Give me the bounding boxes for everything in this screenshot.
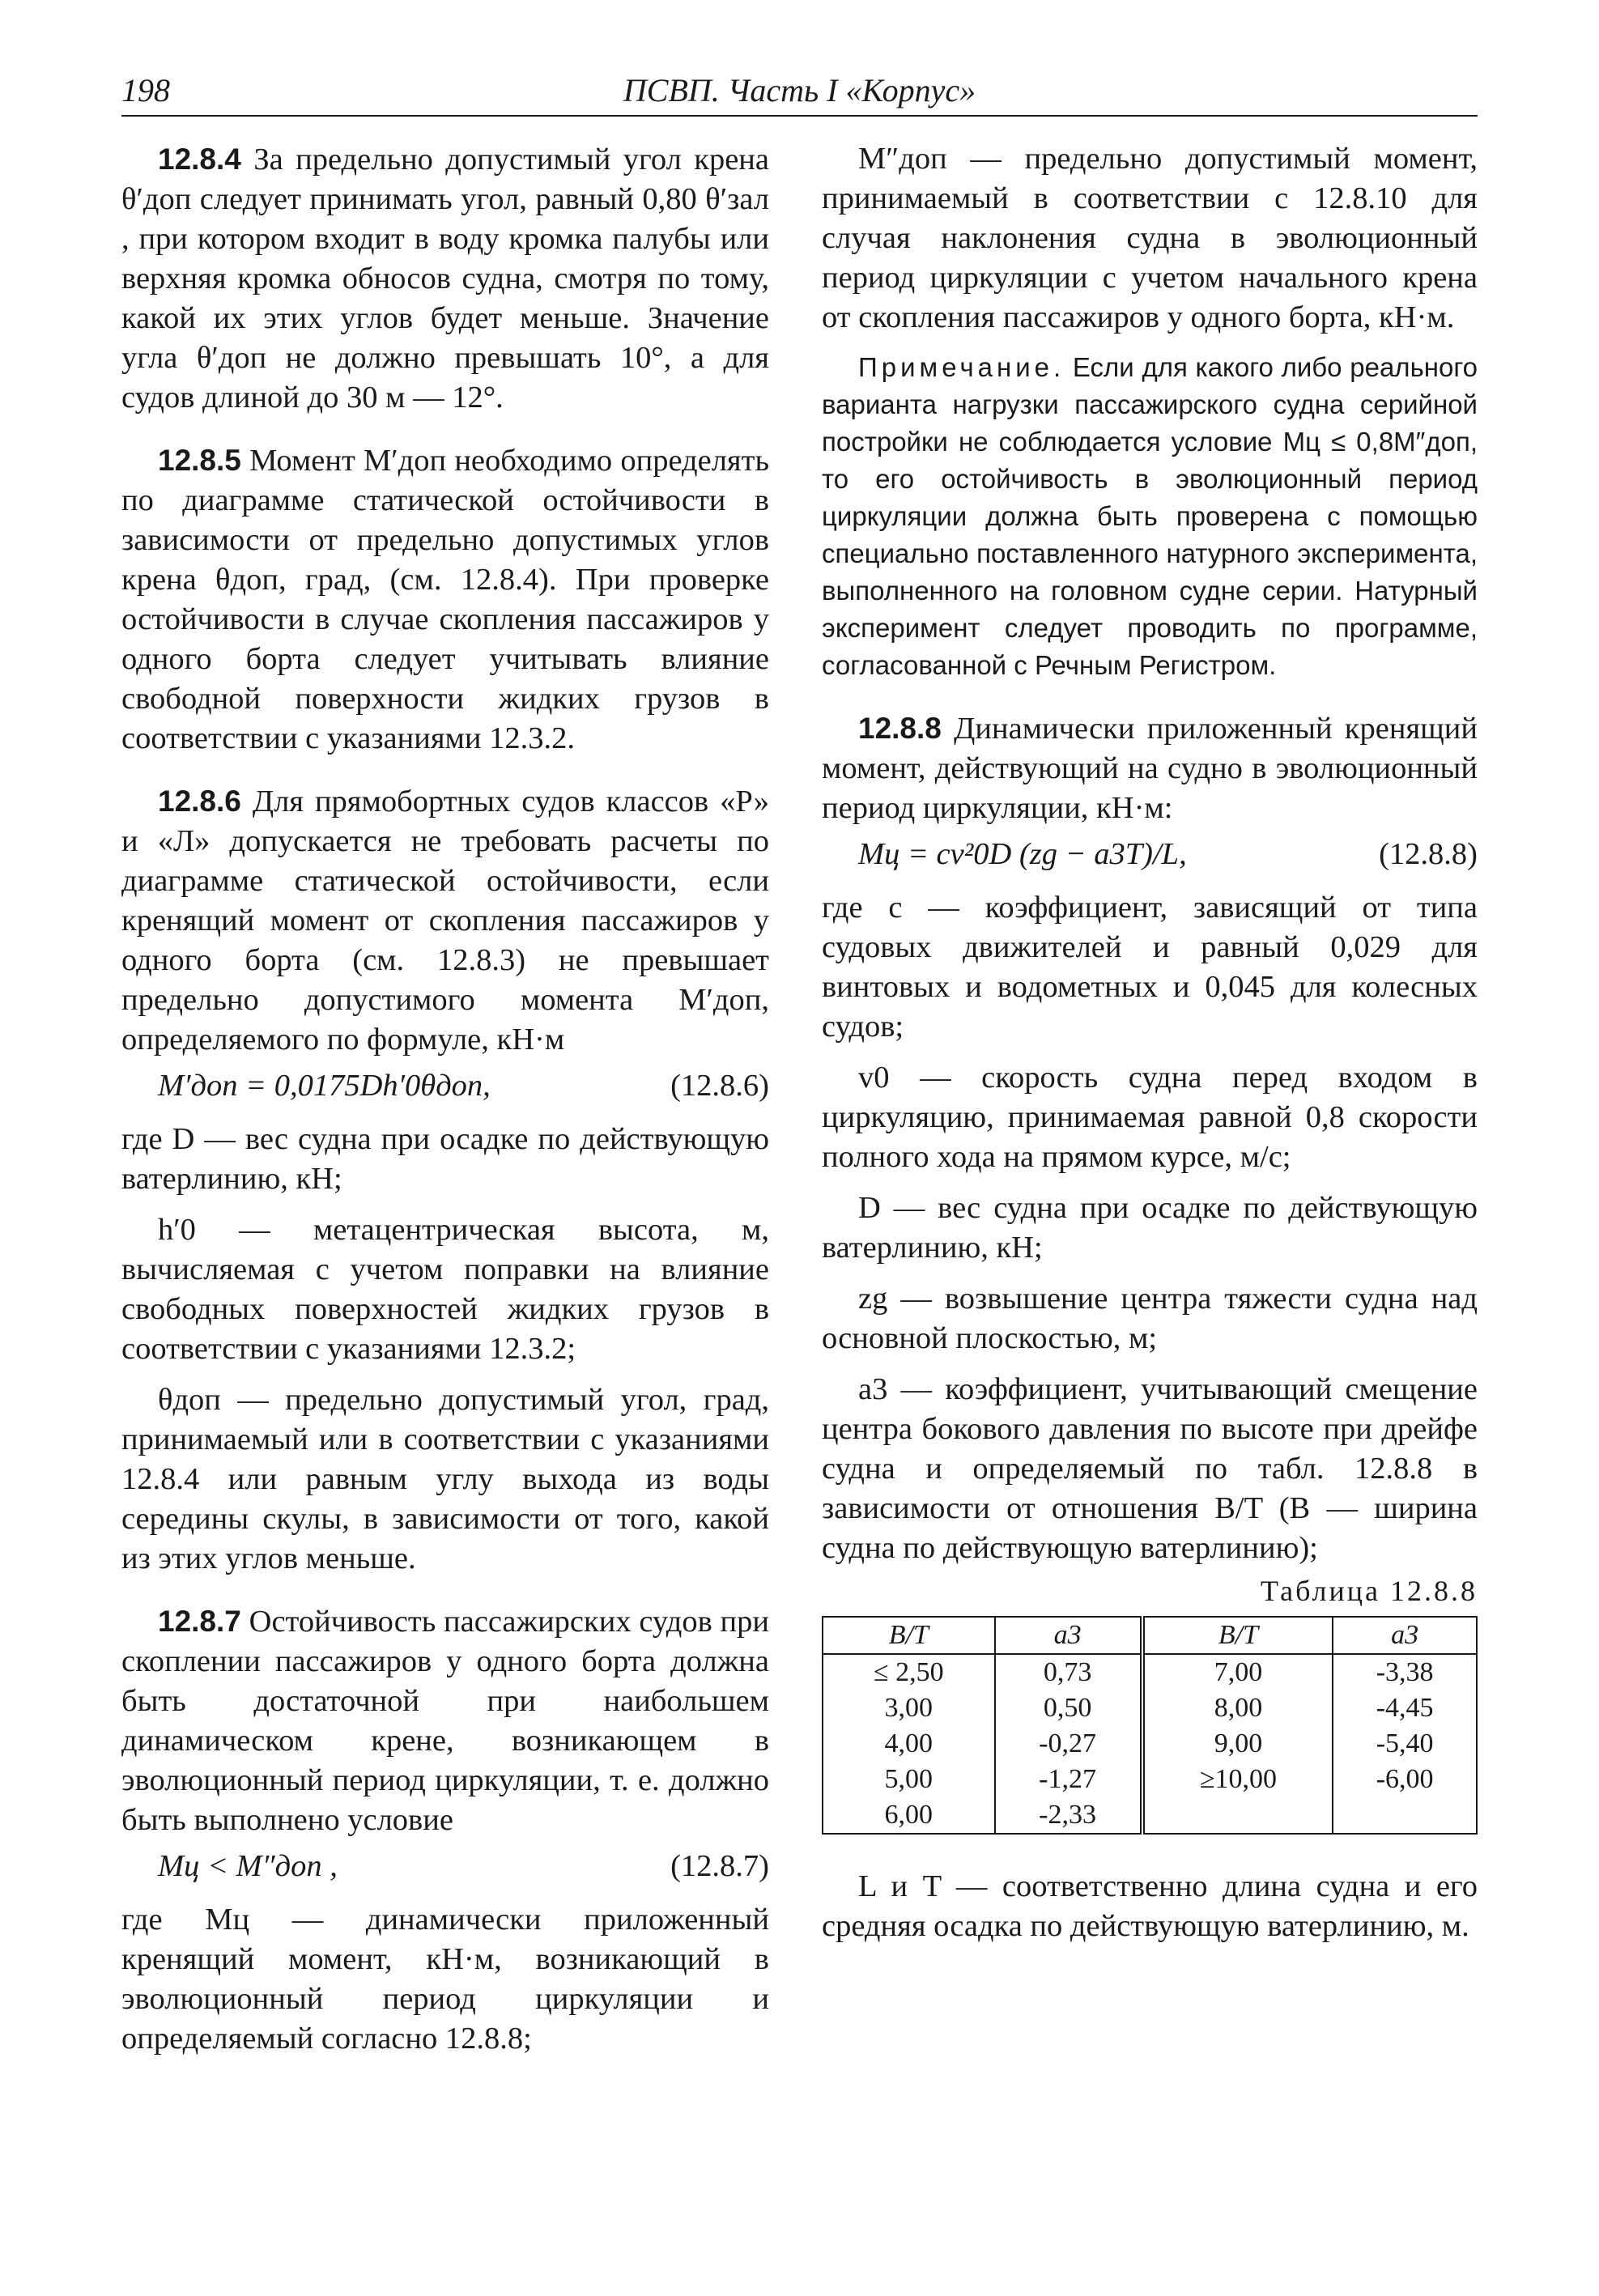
table-row bbox=[823, 1762, 1477, 1797]
table-row bbox=[823, 1654, 1477, 1690]
table-cell: 0,73 bbox=[995, 1654, 1142, 1690]
section-number: 12.8.7 bbox=[158, 1605, 241, 1638]
table-12-8-8 bbox=[822, 1616, 1478, 1835]
table-cell: -0,27 bbox=[995, 1726, 1142, 1762]
definition-c: где c — коэффициент, зависящий от типа судовых движителей и равный 0,029 для винтовых и водометных и 0,045 для колесных судов; bbox=[822, 891, 1478, 1044]
table-cell: 6,00 bbox=[884, 1800, 933, 1830]
section-12-8-5 bbox=[121, 440, 769, 759]
section-12-8-6 bbox=[121, 781, 769, 1060]
section-number: 12.8.8 bbox=[858, 712, 942, 745]
formula-12-8-6 bbox=[121, 1066, 769, 1112]
section-text: Остойчивость пассажирских судов при скоплении пассажиров у одного борта должна быть достаточной при наибольшем динамическом крене, возникающем в эволюционный период циркуляции, т. е. должно быть выполнено условие bbox=[121, 1605, 770, 1837]
table-caption: Таблица 12.8.8 bbox=[1261, 1575, 1478, 1607]
section-text: Динамически приложенный кренящий момент, действующий на судно в эволюционный период циркуляции, кН·м: bbox=[822, 712, 1478, 825]
table-row bbox=[823, 1726, 1477, 1762]
formula-expression: Mц < M″доп , bbox=[158, 1849, 338, 1883]
definition-a3: a3 — коэффициент, учитывающий смещение центра бокового давления по высоте при дрейфе судна и определяемый по табл. 12.8.8 в зависимости от отношения B/T (B — ширина судна по действующую ватерлинию); bbox=[822, 1372, 1478, 1565]
right-column bbox=[822, 139, 1478, 1958]
note-label: Примечание. bbox=[858, 352, 1065, 382]
formula-number: (12.8.6) bbox=[670, 1069, 769, 1103]
note bbox=[822, 349, 1478, 684]
table-header: B/T bbox=[1142, 1617, 1333, 1654]
definition-v0: v0 — скорость судна перед входом в циркуляцию, принимаемая равной 0,8 скорости полного хода на прямом курсе, м/с; bbox=[822, 1061, 1478, 1174]
header-rule bbox=[121, 115, 1478, 117]
table-cell: -4,45 bbox=[1333, 1690, 1477, 1726]
table-cell: 4,00 bbox=[884, 1728, 933, 1758]
table-cell: 0,50 bbox=[995, 1690, 1142, 1726]
definition-Mc: где Mц — динамически приложенный кренящий момент, кН·м, возникающий в эволюционный период циркуляции и определяемый согласно 12.8.8; bbox=[121, 1903, 769, 2056]
table-cell: -6,00 bbox=[1333, 1762, 1477, 1797]
definition-zg: zg — возвышение центра тяжести судна над основной плоскостью, м; bbox=[822, 1282, 1478, 1355]
definition-D: где D — вес судна при осадке по действующую ватерлинию, кН; bbox=[121, 1122, 769, 1196]
table-cell: ≤ 2,50 bbox=[873, 1657, 944, 1687]
table-cell: -2,33 bbox=[995, 1797, 1142, 1834]
table-cell: 8,00 bbox=[1142, 1690, 1333, 1726]
definition-D-right: D — вес судна при осадке по действующую ватерлинию, кН; bbox=[822, 1191, 1478, 1265]
page-number: 198 bbox=[121, 72, 170, 108]
table-row bbox=[823, 1690, 1477, 1726]
section-text: Для прямобортных судов классов «Р» и «Л» допускается не требовать расчеты по диаграмме статической остойчивости, если кренящий момент от скопления пассажиров у одного борта (см. 12.8.3) не превышает предельно допустимого момента M′доп, определяемого по формуле, кН·м bbox=[121, 784, 770, 1057]
table-cell: 3,00 bbox=[884, 1693, 933, 1723]
table-cell bbox=[1333, 1797, 1477, 1834]
table-cell: 7,00 bbox=[1142, 1654, 1333, 1690]
section-12-8-4 bbox=[121, 139, 769, 418]
table-cell: 9,00 bbox=[1142, 1726, 1333, 1762]
formula-number: (12.8.8) bbox=[1379, 837, 1478, 871]
section-12-8-7 bbox=[121, 1601, 769, 1840]
formula-expression: Mц = cv²0D (zg − a3T)/L, bbox=[858, 837, 1187, 871]
section-number: 12.8.6 bbox=[158, 784, 241, 818]
formula-number: (12.8.7) bbox=[670, 1849, 769, 1883]
section-number: 12.8.4 bbox=[158, 142, 241, 176]
table-cell: -1,27 bbox=[995, 1762, 1142, 1797]
table-header: B/T bbox=[823, 1617, 995, 1654]
section-text: За предельно допустимый угол крена θ′доп следует принимать угол, равный 0,80 θ′зал , при котором входит в воду кромка палубы или верхняя кромка обносов судна, смотря по тому, какой их этих углов будет меньше. Значение угла θ′доп не должно превышать 10°, а для судов длиной до 30 м — 12°. bbox=[121, 142, 769, 415]
table-cell: -3,38 bbox=[1333, 1654, 1477, 1690]
table-cell: -5,40 bbox=[1333, 1726, 1477, 1762]
table-cell bbox=[1142, 1797, 1333, 1834]
definition-Mdop: M″доп — предельно допустимый момент, принимаемый в соответствии с 12.8.10 для случая наклонения судна в эволюционный период циркуляции с учетом начального крена от скопления пассажиров у одного борта, кН·м. bbox=[822, 142, 1478, 334]
table-header: a3 bbox=[995, 1617, 1142, 1654]
table-header-row bbox=[823, 1617, 1477, 1654]
section-12-8-8 bbox=[822, 708, 1478, 828]
left-column bbox=[121, 139, 769, 2070]
section-text: Момент M′доп необходимо определять по диаграмме статической остойчивости в зависимости от предельно допустимых углов крена θдоп, град, (см. 12.8.4). При проверке остойчивости в случае скопления пассажиров у одного борта следует учитывать влияние свободной поверхности жидких грузов в соответствии с указаниями 12.3.2. bbox=[121, 444, 770, 755]
formula-expression: M′доп = 0,0175Dh′0θдоп, bbox=[158, 1069, 491, 1103]
note-text: Если для какого либо реального варианта нагрузки пассажирского судна серийной постройки не соблюдается условие Mц ≤ 0,8M″доп, то его остойчивость в эволюционный период циркуляции должна быть проверена с помощью специально поставленного натурного эксперимента, выполненного на головном судне серии. Натурный эксперимент следует проводить по программе, согласованной с Речным Регистром. bbox=[822, 352, 1478, 680]
definition-theta: θдоп — предельно допустимый угол, град, принимаемый или в соответствии с указаниями 12.8.4 или равным углу выхода из воды середины скулы, в зависимости от того, какой из этих углов меньше. bbox=[121, 1383, 769, 1575]
formula-12-8-8 bbox=[822, 835, 1478, 880]
section-number: 12.8.5 bbox=[158, 444, 241, 477]
definition-L-T: L и T — соответственно длина судна и его средняя осадка по действующую ватерлинию, м. bbox=[822, 1869, 1478, 1943]
table-header: a3 bbox=[1333, 1617, 1477, 1654]
table-row bbox=[823, 1797, 1477, 1834]
formula-12-8-7 bbox=[121, 1847, 769, 1892]
running-title: ПСВП. Часть I «Корпус» bbox=[623, 72, 976, 108]
table-cell: 5,00 bbox=[884, 1764, 933, 1794]
table-cell: ≥10,00 bbox=[1142, 1762, 1333, 1797]
definition-h0: h′0 — метацентрическая высота, м, вычисляемая с учетом поправки на влияние свободных поверхностей жидких грузов в соответствии с указаниями 12.3.2; bbox=[121, 1213, 769, 1366]
